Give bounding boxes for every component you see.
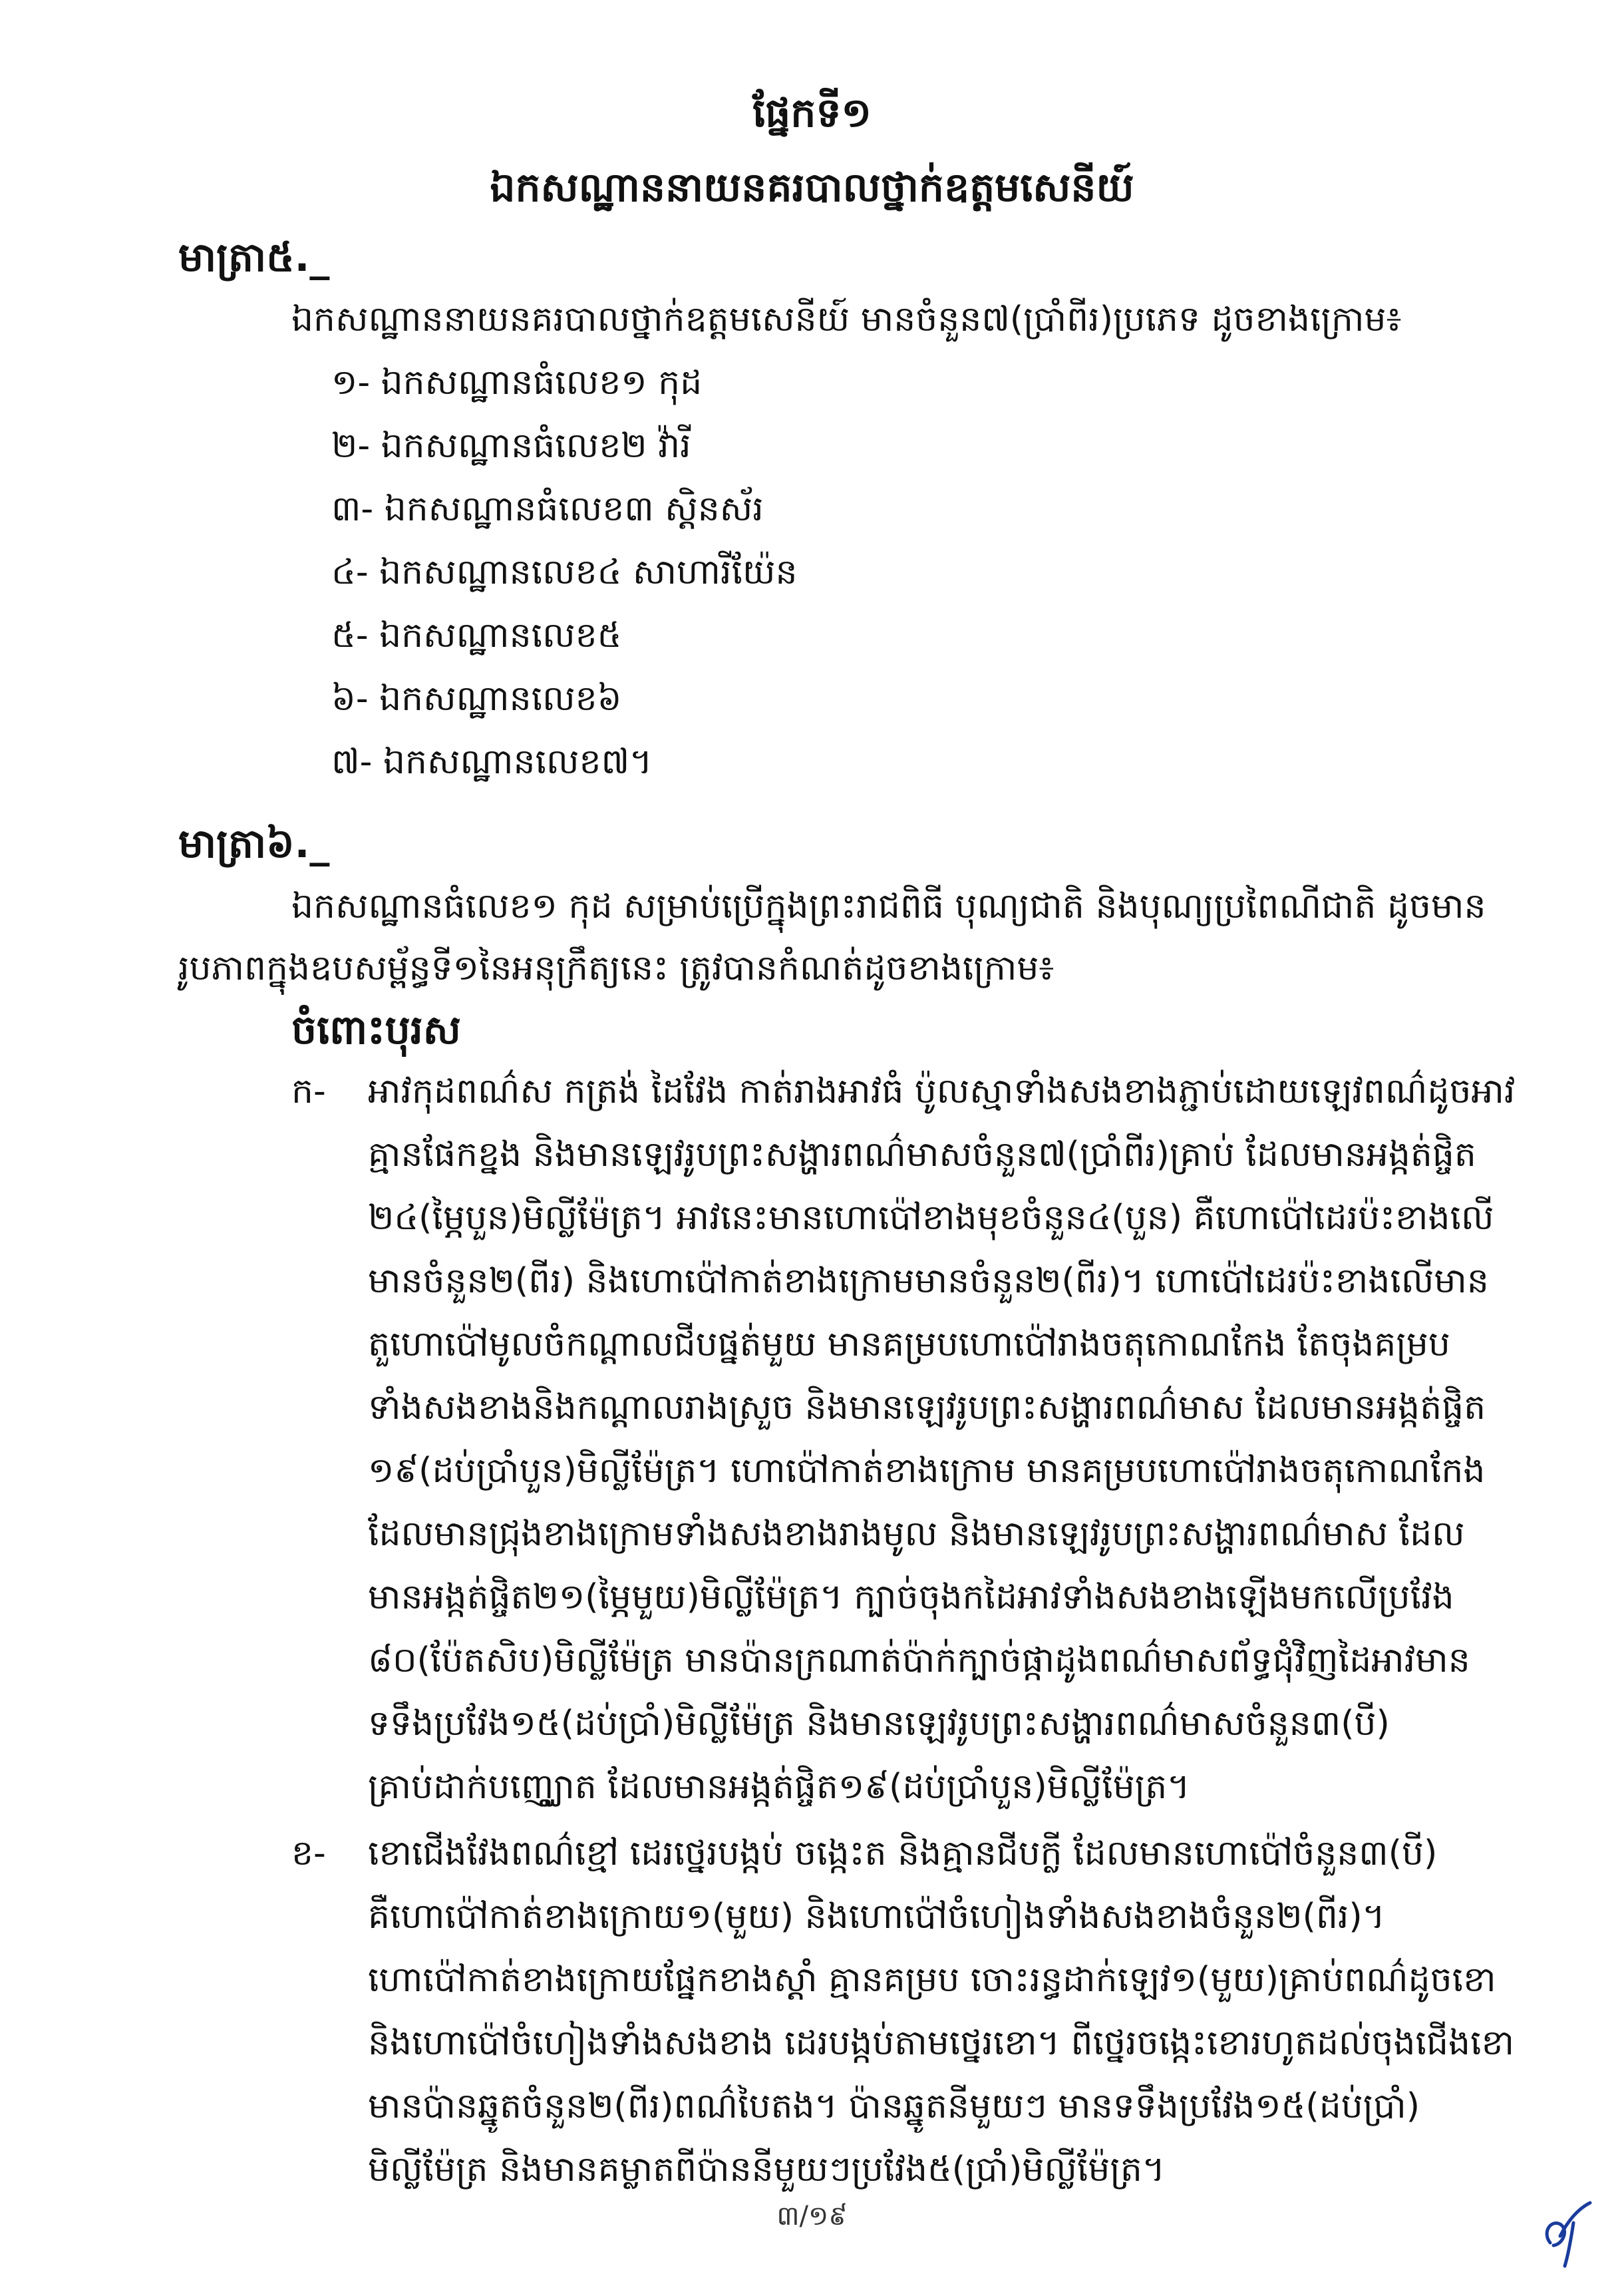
item-ka-line: ២៤(ម្ភៃបួន)មិល្លីម៉ែត្រ។ អាវនេះមានហោប៉ៅខាងមុខចំនួន៤(បួន) គឺហោប៉ៅដេរប៉ះខាងលើ <box>368 1198 1494 1238</box>
item-ka-line: ទាំងសងខាងនិងកណ្តាលរាងស្រួច និងមានឡេវរូបព្រះសង្ហារពណ៌មាស ដែលមានអង្កត់ផ្ចិត <box>368 1388 1486 1428</box>
article-6-intro-line: រូបភាពក្នុងឧបសម្ព័ន្ធទី១នៃអនុក្រឹត្យនេះ ត្រូវបានកំណត់ដូចខាងក្រោម៖ <box>178 948 1055 988</box>
page-number: ៣/១៩ <box>776 2201 848 2231</box>
item-ka-line: តួហោប៉ៅមូលចំកណ្តាលជីបផ្នត់មួយ មានគម្របហោប៉ៅរាងចតុកោណកែង តែចុងគម្រប <box>368 1324 1450 1364</box>
item-ka-line: មានអង្កត់ផ្ចិត២១(ម្ភៃមួយ)មិល្លីម៉ែត្រ។ ក្បាច់ចុងកដៃអាវទាំងសងខាងឡើងមកលើប្រវែង <box>368 1577 1454 1617</box>
list-item: ៤- ឯកសណ្ឋានលេខ៤ សាហារីយ៉ែន <box>331 552 798 592</box>
item-ka-line: គ្រាប់ដាក់បញ្ឈោត ដែលមានអង្កត់ផ្ចិត១៩(ដប់ប្រាំបួន)មិល្លីម៉ែត្រ។ <box>368 1767 1190 1807</box>
item-kha-line: គឺហោប៉ៅកាត់ខាងក្រោយ១(មួយ) និងហោប៉ៅចំហៀងទាំងសងខាងចំនួន២(ពីរ)។ <box>368 1897 1385 1937</box>
item-kha-line: ហោប៉ៅកាត់ខាងក្រោយផ្នែកខាងស្តាំ គ្មានគម្រប ចោះរន្ធដាក់ឡេវ១(មួយ)គ្រាប់ពណ៌ដូចខោ <box>368 1960 1496 2000</box>
item-ka-line: ទទឹងប្រវែង១៥(ដប់ប្រាំ)មិល្លីម៉ែត្រ និងមានឡេវរូបព្រះសង្ហារពណ៌មាសចំនួន៣(បី) <box>368 1704 1390 1744</box>
list-item: ៦- ឯកសណ្ឋានលេខ៦ <box>331 679 622 719</box>
item-kha-line: ខោជើងវែងពណ៌ខ្មៅ ដេរថ្នេរបង្កប់ ចង្កេះត និងគ្មានជីបក្លី ដែលមានហោប៉ៅចំនួន៣(បី) <box>368 1833 1438 1873</box>
part-subtitle: ឯកសណ្ឋាននាយនគរបាលថ្នាក់ឧត្តមសេនីយ៍ <box>490 164 1134 211</box>
item-ka-line: ដែលមានជ្រុងខាងក្រោមទាំងសងខាងរាងមូល និងមានឡេវរូបព្រះសង្ហារពណ៌មាស ដែល <box>368 1514 1465 1554</box>
item-ka-line: អាវកុដពណ៌ស កត្រង់ ដៃវែង កាត់រាងអាវធំ ប៉ូលស្មាទាំងសងខាងភ្ជាប់ដោយឡេវពណ៌ដូចអាវ <box>368 1071 1516 1111</box>
list-item: ២- ឯកសណ្ឋានធំលេខ២ វ៉ារី <box>331 426 691 466</box>
article-6-heading: មាត្រា៦._ <box>178 821 330 867</box>
list-item: ១- ឯកសណ្ឋានធំលេខ១ កុដ <box>331 363 703 403</box>
item-marker-ka: ក- <box>291 1071 326 1111</box>
article-6-intro-line: ឯកសណ្ឋានធំលេខ១ កុដ សម្រាប់ប្រើក្នុងព្រះរាជពិធី បុណ្យជាតិ និងបុណ្យប្រពៃណីជាតិ ដូចមាន <box>291 886 1486 926</box>
item-ka-line: មានចំនួន២(ពីរ) និងហោប៉ៅកាត់ខាងក្រោមមានចំនួន២(ពីរ)។ ហោប៉ៅដេរប៉ះខាងលើមាន <box>368 1261 1489 1301</box>
list-item: ៥- ឯកសណ្ឋានលេខ៥ <box>331 616 622 656</box>
item-kha-line: មានប៉ានឆ្នូតចំនួន២(ពីរ)ពណ៌បៃតង។ ប៉ានឆ្នូតនីមួយៗ មានទទឹងប្រវែង១៥(ដប់ប្រាំ) <box>368 2086 1420 2126</box>
item-ka-line: គ្មានផែកខ្នង និងមានឡេវរូបព្រះសង្ហារពណ៌មាសចំនួន៧(ប្រាំពីរ)គ្រាប់ ដែលមានអង្កត់ផ្ចិត <box>368 1135 1476 1175</box>
part-title: ផ្នែកទី១ <box>752 90 872 136</box>
list-item: ៣- ឯកសណ្ឋានធំលេខ៣ ស្តិនស័រ <box>331 489 764 529</box>
item-ka-line: ១៩(ដប់ប្រាំបួន)មិល្លីម៉ែត្រ។ ហោប៉ៅកាត់ខាងក្រោម មានគម្របហោប៉ៅរាងចតុកោណកែង <box>368 1451 1486 1491</box>
subheading-men: ចំពោះបុរស <box>291 1007 461 1053</box>
item-ka-line: ៨០(ប៉ែតសិប)មិល្លីម៉ែត្រ មានប៉ានក្រណាត់ប៉ាក់ក្បាច់ផ្កាដូងពណ៌មាសព័ទ្ធជុំវិញដៃអាវមាន <box>368 1640 1470 1680</box>
article-5-intro: ឯកសណ្ឋាននាយនគរបាលថ្នាក់ឧត្តមសេនីយ៍ មានចំនួន៧(ប្រាំពីរ)ប្រភេទ ដូចខាងក្រោម៖ <box>291 299 1402 339</box>
signature-initial-icon <box>1537 2196 1597 2269</box>
list-item: ៧- ឯកសណ្ឋានលេខ៧។ <box>331 742 653 782</box>
item-kha-line: និងហោប៉ៅចំហៀងទាំងសងខាង ដេរបង្កប់តាមថ្នេរខោ។ ពីថ្នេរចង្កេះខោរហូតដល់ចុងជើងខោ <box>368 2023 1515 2063</box>
item-kha-line: មិល្លីម៉ែត្រ និងមានគម្លាតពីប៉ាននីមួយៗប្រវែង៥(ប្រាំ)មិល្លីម៉ែត្រ។ <box>368 2150 1166 2190</box>
item-marker-kha: ខ- <box>291 1833 326 1873</box>
article-5-heading: មាត្រា៥._ <box>178 234 330 281</box>
